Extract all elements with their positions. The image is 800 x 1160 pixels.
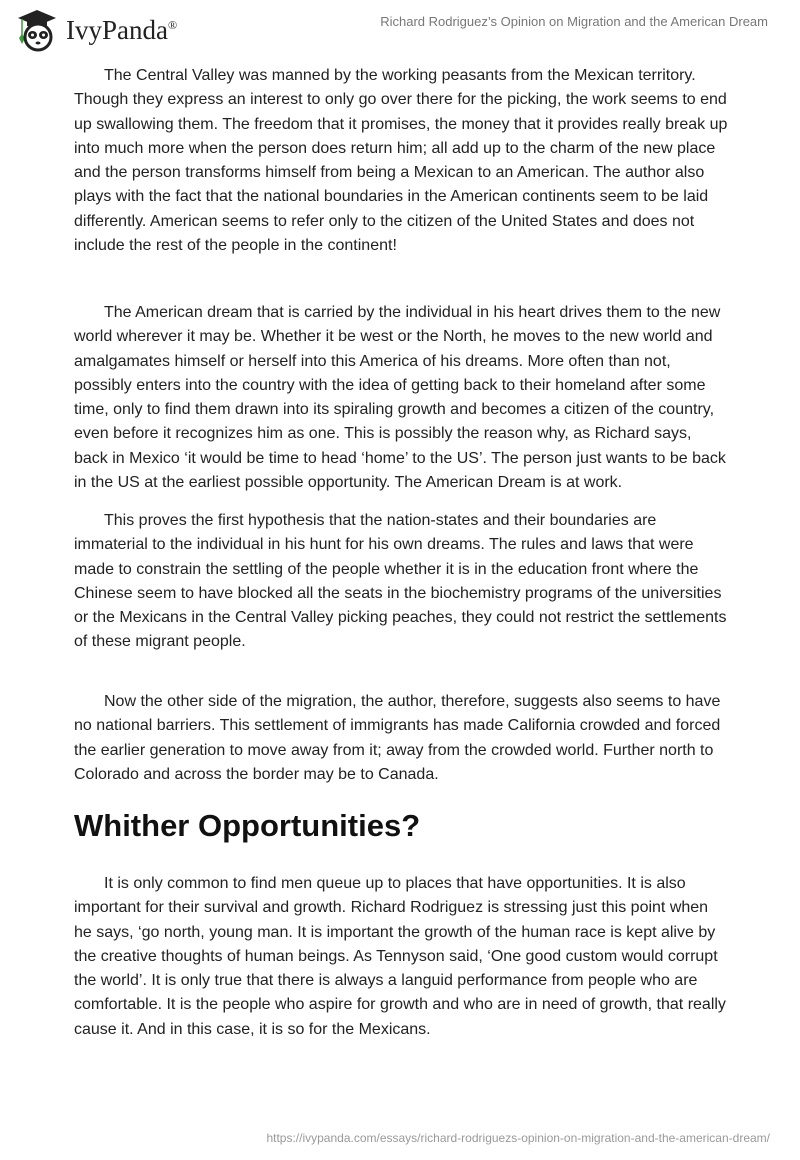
- paragraph: Now the other side of the migration, the author, therefore, suggests also seems to have no national barriers. This settlement of immigrants has made California crowded and forced the earlier generation to move away from it; away from the crowded world. Further north to Colorado and across the border may be to Canada.: [74, 693, 721, 783]
- source-url[interactable]: https://ivypanda.com/essays/richard-rodriguezs-opinion-on-migration-and-the-american-dream/: [266, 1131, 770, 1145]
- paragraph: The Central Valley was manned by the working peasants from the Mexican territory. Though they express an interest to only go over there for the picking, the work seems to end up swallowing them. The freedom that it promises, the money that it provides really break up into much more when the person does return him; all add up to the charm of the new place and the person transforms himself from being a Mexican to an American. The author also plays with the fact that the national boundaries in the American continents seem to be laid differently. American seems to refer only to the citizen of the United States and does not include the rest of the people in the continent!: [74, 67, 728, 255]
- panda-logo-icon: [14, 8, 60, 52]
- document-title: Richard Rodriguez’s Opinion on Migration and the American Dream: [380, 14, 768, 29]
- paragraph: This proves the first hypothesis that the nation-states and their boundaries are immaterial to the individual in his hunt for his own dreams. The rules and laws that were made to constrain the settling of the people whether it is in the education front where the Chinese seem to have blocked all the seats in the biochemistry programs of the universities or the Mexicans in the Central Valley picking peaches, they could not restrict the settlements of these migrant people.: [74, 512, 727, 651]
- paragraph: The American dream that is carried by the individual in his heart drives them to the new world wherever it may be. Whether it be west or the North, he moves to the new world and amalgamates himself or herself into this America of his dreams. More often than not, possibly enters into the country with the idea of getting back to their homeland after some time, only to find them drawn into its spiraling growth and becomes a citizen of the country, even before it recognizes him as one. This is possibly the reason why, as Richard says, back in Mexico ‘it would be time to head ‘home’ to the US’. The person just wants to be back in the US at the earliest possible opportunity. The American Dream is at work.: [74, 304, 726, 492]
- section-heading: Whither Opportunities?: [74, 808, 421, 843]
- logo[interactable]: [14, 8, 177, 52]
- logo-text: IvyPanda®: [66, 14, 178, 45]
- paragraph: It is only common to find men queue up to places that have opportunities. It is also important for their survival and growth. Richard Rodriguez is stressing just this point when he says, ‘go north, young man. It is important the growth of the human race is kept alive by the creative thoughts of human beings. As Tennyson said, ‘One good custom would corrupt the world’. It is only true that there is always a languid performance from people who are comfortable. It is the people who aspire for growth and who are in need of growth, that really cause it. And in this case, it is so for the Mexicans.: [74, 875, 726, 1038]
